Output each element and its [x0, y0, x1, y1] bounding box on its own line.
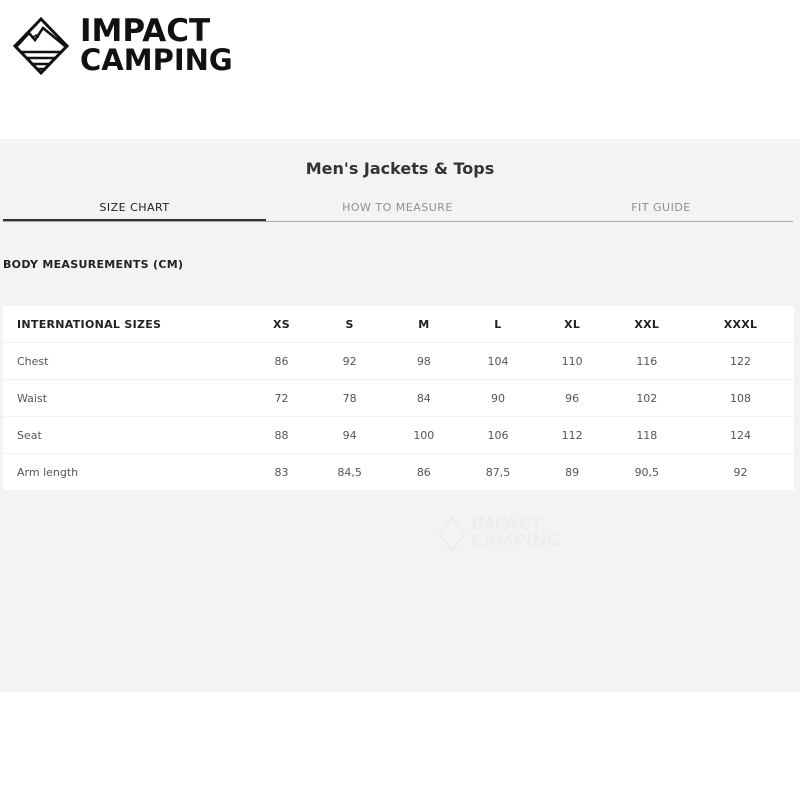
size-table	[3, 305, 794, 491]
table-row	[3, 343, 794, 379]
table-cell: 86	[389, 454, 458, 490]
watermark-line-2: CAMPING	[471, 531, 561, 551]
brand-logo[interactable]	[12, 13, 233, 78]
table-cell: 98	[389, 343, 458, 379]
table-cell: 87,5	[458, 454, 537, 490]
header-cell: XXL	[607, 306, 688, 342]
table-cell: 124	[687, 417, 794, 453]
tab-size-chart[interactable]: SIZE CHART	[99, 201, 170, 214]
table-cell: 90,5	[607, 454, 688, 490]
row-label: Seat	[3, 417, 253, 453]
header-cell: XS	[253, 306, 310, 342]
row-label: Waist	[3, 380, 253, 416]
tab-how-to-measure[interactable]: HOW TO MEASURE	[342, 201, 453, 214]
table-cell: 106	[458, 417, 537, 453]
table-row	[3, 417, 794, 453]
brand-line-2: CAMPING	[80, 43, 233, 77]
table-row	[3, 454, 794, 490]
table-cell: 83	[253, 454, 310, 490]
page-title: Men's Jackets & Tops	[305, 159, 495, 178]
header-cell: XL	[538, 306, 607, 342]
table-cell: 84	[389, 380, 458, 416]
table-cell: 84,5	[310, 454, 389, 490]
table-cell: 102	[607, 380, 688, 416]
table-cell: 104	[458, 343, 537, 379]
mountain-lake-logo-icon	[12, 16, 70, 76]
header-cell: L	[458, 306, 537, 342]
size-chart-panel	[0, 139, 800, 692]
watermark-logo-icon	[437, 516, 467, 552]
active-tab-indicator	[3, 219, 266, 221]
table-cell: 108	[687, 380, 794, 416]
table-row	[3, 380, 794, 416]
table-cell: 96	[538, 380, 607, 416]
watermark-text	[471, 516, 561, 550]
section-heading: BODY MEASUREMENTS (CM)	[3, 258, 184, 271]
table-cell: 100	[389, 417, 458, 453]
row-label: Arm length	[3, 454, 253, 490]
table-cell: 72	[253, 380, 310, 416]
table-cell: 122	[687, 343, 794, 379]
tab-fit-guide[interactable]: FIT GUIDE	[631, 201, 691, 214]
tab-bar	[3, 199, 793, 222]
table-cell: 86	[253, 343, 310, 379]
watermark-line-1: IMPACT	[471, 514, 543, 534]
row-label: Chest	[3, 343, 253, 379]
table-cell: 116	[607, 343, 688, 379]
header-cell: M	[389, 306, 458, 342]
header-cell: XXXL	[687, 306, 794, 342]
brand-line-1: IMPACT	[80, 13, 211, 49]
header-cell: S	[310, 306, 389, 342]
table-header-row	[3, 306, 794, 342]
table-cell: 90	[458, 380, 537, 416]
table-cell: 92	[310, 343, 389, 379]
table-cell: 89	[538, 454, 607, 490]
table-cell: 118	[607, 417, 688, 453]
header-cell: INTERNATIONAL SIZES	[3, 306, 253, 342]
table-cell: 110	[538, 343, 607, 379]
table-cell: 78	[310, 380, 389, 416]
table-cell: 112	[538, 417, 607, 453]
table-cell: 88	[253, 417, 310, 453]
watermark	[437, 514, 567, 554]
table-cell: 94	[310, 417, 389, 453]
table-cell: 92	[687, 454, 794, 490]
